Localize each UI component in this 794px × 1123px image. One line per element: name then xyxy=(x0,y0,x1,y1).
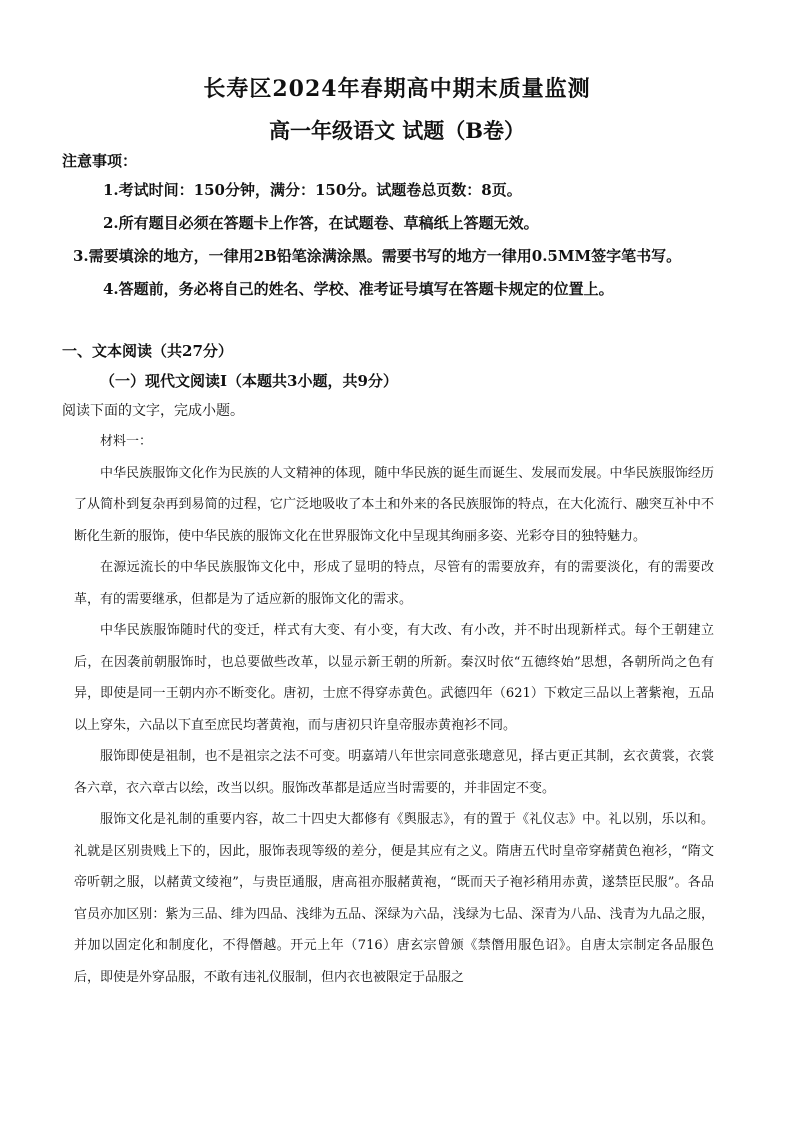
material-label: 材料一： xyxy=(100,434,153,449)
reading-passage xyxy=(74,426,714,993)
notice-heading: 注意事项： xyxy=(62,152,138,170)
notice-item: 3.需要填涂的地方，一律用2B铅笔涂满涂黑。需要书写的地方一律用0.5MM签字笔书写。 xyxy=(73,247,682,265)
passage-paragraph: 中华民族服饰文化作为民族的人文精神的体现，随中华民族的诞生而诞生、发展而发展。中华民族服饰经历了从简朴到复杂再到易简的过程，它广泛地吸收了本土和外来的各民族服饰的特点，在大化流行、融突互补中不断化生新的服饰，使中华民族的服饰文化在世界服饰文化中呈现其绚丽多姿、光彩夺目的独特魅力。 xyxy=(74,465,714,544)
passage-paragraph: 服饰即使是祖制，也不是祖宗之法不可变。明嘉靖八年世宗同意张璁意见，择古更正其制，玄衣黄裳，衣裳各六章，衣六章古以绘，改当以织。服饰改革都是适应当时需要的，并非固定不变。 xyxy=(74,749,714,796)
notice-item: 2.所有题目必须在答题卡上作答，在试题卷、草稿纸上答题无效。 xyxy=(103,214,539,232)
passage-paragraph: 在源远流长的中华民族服饰文化中，形成了显明的特点，尽管有的需要放弃，有的需要淡化，有的需要改革，有的需要继承，但都是为了适应新的服饰文化的需求。 xyxy=(74,560,714,607)
exam-title: 长寿区2024年春期高中期末质量监测 xyxy=(203,76,591,102)
notice-list xyxy=(73,174,723,306)
section-heading: 一、文本阅读（共27分） xyxy=(62,342,233,360)
sub-section-heading: （一）现代文阅读Ⅰ（本题共3小题，共9分） xyxy=(100,372,398,390)
notice-item: 1.考试时间：150分钟，满分：150分。试题卷总页数：8页。 xyxy=(103,181,522,199)
passage-paragraph: 中华民族服饰随时代的变迁，样式有大变、有小变，有大改、有小改，并不时出现新样式。每个王朝建立后，在因袭前朝服饰时，也总要做些改革，以显示新王朝的所新。秦汉时依“五德终始”思想，各朝所尚之色有异，即使是同一王朝内亦不断变化。唐初，士庶不得穿赤黄色。武德四年（621）下敕定三品以上著紫袍，五品以上穿朱，六品以下直至庶民均著黄袍，而与唐初只许皇帝服赤黄袍衫不同。 xyxy=(74,623,714,733)
passage-paragraph: 服饰文化是礼制的重要内容，故二十四史大都修有《舆服志》，有的置于《礼仪志》中。礼以别，乐以和。礼就是区别贵贱上下的，因此，服饰表现等级的差分，便是其应有之义。隋唐五代时皇帝穿赭黄色袍衫，“隋文帝听朝之服，以赭黄文绫袍”，与贵臣通服，唐高祖亦服赭黄袍，“既而天子袍衫稍用赤黄，遂禁臣民服”。各品官员亦加区别：紫为三品、绯为四品、浅绯为五品、深绿为六品，浅绿为七品、深青为八品、浅青为九品之服，并加以固定化和制度化，不得僭越。开元上年（716）唐玄宗曾颁《禁僭用服色诏》。自唐太宗制定各品服色后，即使是外穿品服，不敢有违礼仪服制，但内衣也被限定于品服之 xyxy=(74,812,714,985)
exam-subtitle: 高一年级语文 试题（B卷） xyxy=(268,118,526,143)
reading-instruction: 阅读下面的文字，完成小题。 xyxy=(62,403,244,419)
notice-item: 4.答题前，务必将自己的姓名、学校、准考证号填写在答题卡规定的位置上。 xyxy=(103,280,614,298)
